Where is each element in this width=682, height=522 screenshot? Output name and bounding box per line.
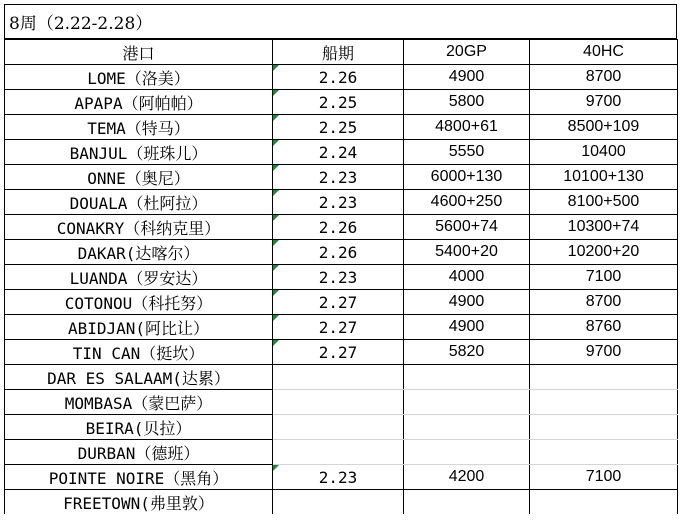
port-cell[interactable]: ABIDJAN(阿比让） <box>5 315 273 340</box>
freight-rate-table <box>4 39 678 514</box>
table-row <box>5 440 678 465</box>
sailing-date-cell[interactable]: 2.24 <box>273 140 404 165</box>
sailing-date-cell[interactable]: 2.27 <box>273 290 404 315</box>
header-port[interactable]: 港口 <box>5 40 273 65</box>
sailing-date-cell[interactable]: 2.25 <box>273 90 404 115</box>
rate-20gp-cell[interactable]: 5820 <box>404 340 530 365</box>
rate-20gp-cell[interactable] <box>404 415 530 440</box>
sheet-title[interactable]: 8周（2.22-2.28） <box>4 4 677 39</box>
rate-20gp-cell[interactable]: 4900 <box>404 315 530 340</box>
rate-20gp-cell[interactable]: 6000+130 <box>404 165 530 190</box>
sailing-date-cell[interactable] <box>273 415 404 440</box>
rate-40hc-cell[interactable]: 8500+109 <box>530 115 678 140</box>
port-cell[interactable]: LUANDA（罗安达） <box>5 265 273 290</box>
rate-40hc-cell[interactable] <box>530 365 678 390</box>
rate-20gp-cell[interactable]: 5400+20 <box>404 240 530 265</box>
table-row <box>5 265 678 290</box>
sailing-date-cell[interactable]: 2.26 <box>273 240 404 265</box>
port-cell[interactable]: BEIRA(贝拉） <box>5 415 273 440</box>
rate-20gp-cell[interactable]: 5550 <box>404 140 530 165</box>
port-cell[interactable]: TEMA（特马） <box>5 115 273 140</box>
port-cell[interactable]: LOME（洛美） <box>5 65 273 90</box>
table-row <box>5 140 678 165</box>
table-row <box>5 290 678 315</box>
table-row <box>5 390 678 415</box>
table-row <box>5 240 678 265</box>
port-cell[interactable]: POINTE NOIRE（黑角） <box>5 465 273 490</box>
header-40hc[interactable]: 40HC <box>530 40 678 65</box>
port-cell[interactable]: MOMBASA（蒙巴萨） <box>5 390 273 415</box>
rate-40hc-cell[interactable]: 7100 <box>530 465 678 490</box>
rate-40hc-cell[interactable]: 8100+500 <box>530 190 678 215</box>
table-row <box>5 65 678 90</box>
rate-40hc-cell[interactable]: 10100+130 <box>530 165 678 190</box>
rate-20gp-cell[interactable] <box>404 440 530 465</box>
sailing-date-cell[interactable]: 2.27 <box>273 315 404 340</box>
rate-40hc-cell[interactable]: 10200+20 <box>530 240 678 265</box>
sailing-date-cell[interactable]: 2.26 <box>273 65 404 90</box>
table-row <box>5 365 678 390</box>
port-cell[interactable]: APAPA（阿帕帕） <box>5 90 273 115</box>
rate-20gp-cell[interactable]: 4200 <box>404 465 530 490</box>
port-cell[interactable]: FREETOWN(弗里敦） <box>5 490 273 515</box>
table-row <box>5 215 678 240</box>
sailing-date-cell[interactable]: 2.26 <box>273 215 404 240</box>
rate-40hc-cell[interactable]: 8700 <box>530 65 678 90</box>
table-row <box>5 190 678 215</box>
port-cell[interactable]: BANJUL（班珠儿） <box>5 140 273 165</box>
port-cell[interactable]: CONAKRY（科纳克里） <box>5 215 273 240</box>
port-cell[interactable]: COTONOU（科托努） <box>5 290 273 315</box>
rate-40hc-cell[interactable]: 8760 <box>530 315 678 340</box>
port-cell[interactable]: TIN CAN（挺坎） <box>5 340 273 365</box>
rate-20gp-cell[interactable]: 4900 <box>404 290 530 315</box>
sailing-date-cell[interactable]: 2.25 <box>273 115 404 140</box>
rate-40hc-cell[interactable]: 9700 <box>530 340 678 365</box>
table-header-row <box>5 40 678 65</box>
port-cell[interactable]: DAKAR(达喀尔） <box>5 240 273 265</box>
table-row <box>5 415 678 440</box>
port-cell[interactable]: ONNE（奥尼） <box>5 165 273 190</box>
rate-20gp-cell[interactable]: 5800 <box>404 90 530 115</box>
rate-20gp-cell[interactable]: 4000 <box>404 265 530 290</box>
sailing-date-cell[interactable] <box>273 365 404 390</box>
sailing-date-cell[interactable]: 2.23 <box>273 265 404 290</box>
table-row <box>5 490 678 515</box>
port-cell[interactable]: DURBAN（德班） <box>5 440 273 465</box>
rate-40hc-cell[interactable]: 7100 <box>530 265 678 290</box>
header-sailing[interactable]: 船期 <box>273 40 404 65</box>
rate-20gp-cell[interactable]: 5600+74 <box>404 215 530 240</box>
table-row <box>5 465 678 490</box>
sailing-date-cell[interactable]: 2.23 <box>273 165 404 190</box>
rate-40hc-cell[interactable]: 8700 <box>530 290 678 315</box>
rate-20gp-cell[interactable]: 4600+250 <box>404 190 530 215</box>
sailing-date-cell[interactable] <box>273 390 404 415</box>
rate-20gp-cell[interactable]: 4800+61 <box>404 115 530 140</box>
port-cell[interactable]: DOUALA（杜阿拉） <box>5 190 273 215</box>
sailing-date-cell[interactable]: 2.27 <box>273 340 404 365</box>
sailing-date-cell[interactable] <box>273 440 404 465</box>
rate-40hc-cell[interactable]: 10400 <box>530 140 678 165</box>
table-row <box>5 90 678 115</box>
port-cell[interactable]: DAR ES SALAAM(达累） <box>5 365 273 390</box>
table-row <box>5 165 678 190</box>
rate-40hc-cell[interactable] <box>530 490 678 515</box>
rate-20gp-cell[interactable] <box>404 390 530 415</box>
table-body <box>5 65 678 515</box>
header-20gp[interactable]: 20GP <box>404 40 530 65</box>
rate-40hc-cell[interactable] <box>530 440 678 465</box>
rate-20gp-cell[interactable]: 4900 <box>404 65 530 90</box>
rate-40hc-cell[interactable] <box>530 415 678 440</box>
table-row <box>5 315 678 340</box>
rate-20gp-cell[interactable] <box>404 365 530 390</box>
rate-40hc-cell[interactable] <box>530 390 678 415</box>
freight-rate-sheet <box>4 4 677 514</box>
sailing-date-cell[interactable] <box>273 490 404 515</box>
sailing-date-cell[interactable]: 2.23 <box>273 465 404 490</box>
rate-40hc-cell[interactable]: 9700 <box>530 90 678 115</box>
table-row <box>5 340 678 365</box>
rate-40hc-cell[interactable]: 10300+74 <box>530 215 678 240</box>
rate-20gp-cell[interactable] <box>404 490 530 515</box>
table-row <box>5 115 678 140</box>
sailing-date-cell[interactable]: 2.23 <box>273 190 404 215</box>
